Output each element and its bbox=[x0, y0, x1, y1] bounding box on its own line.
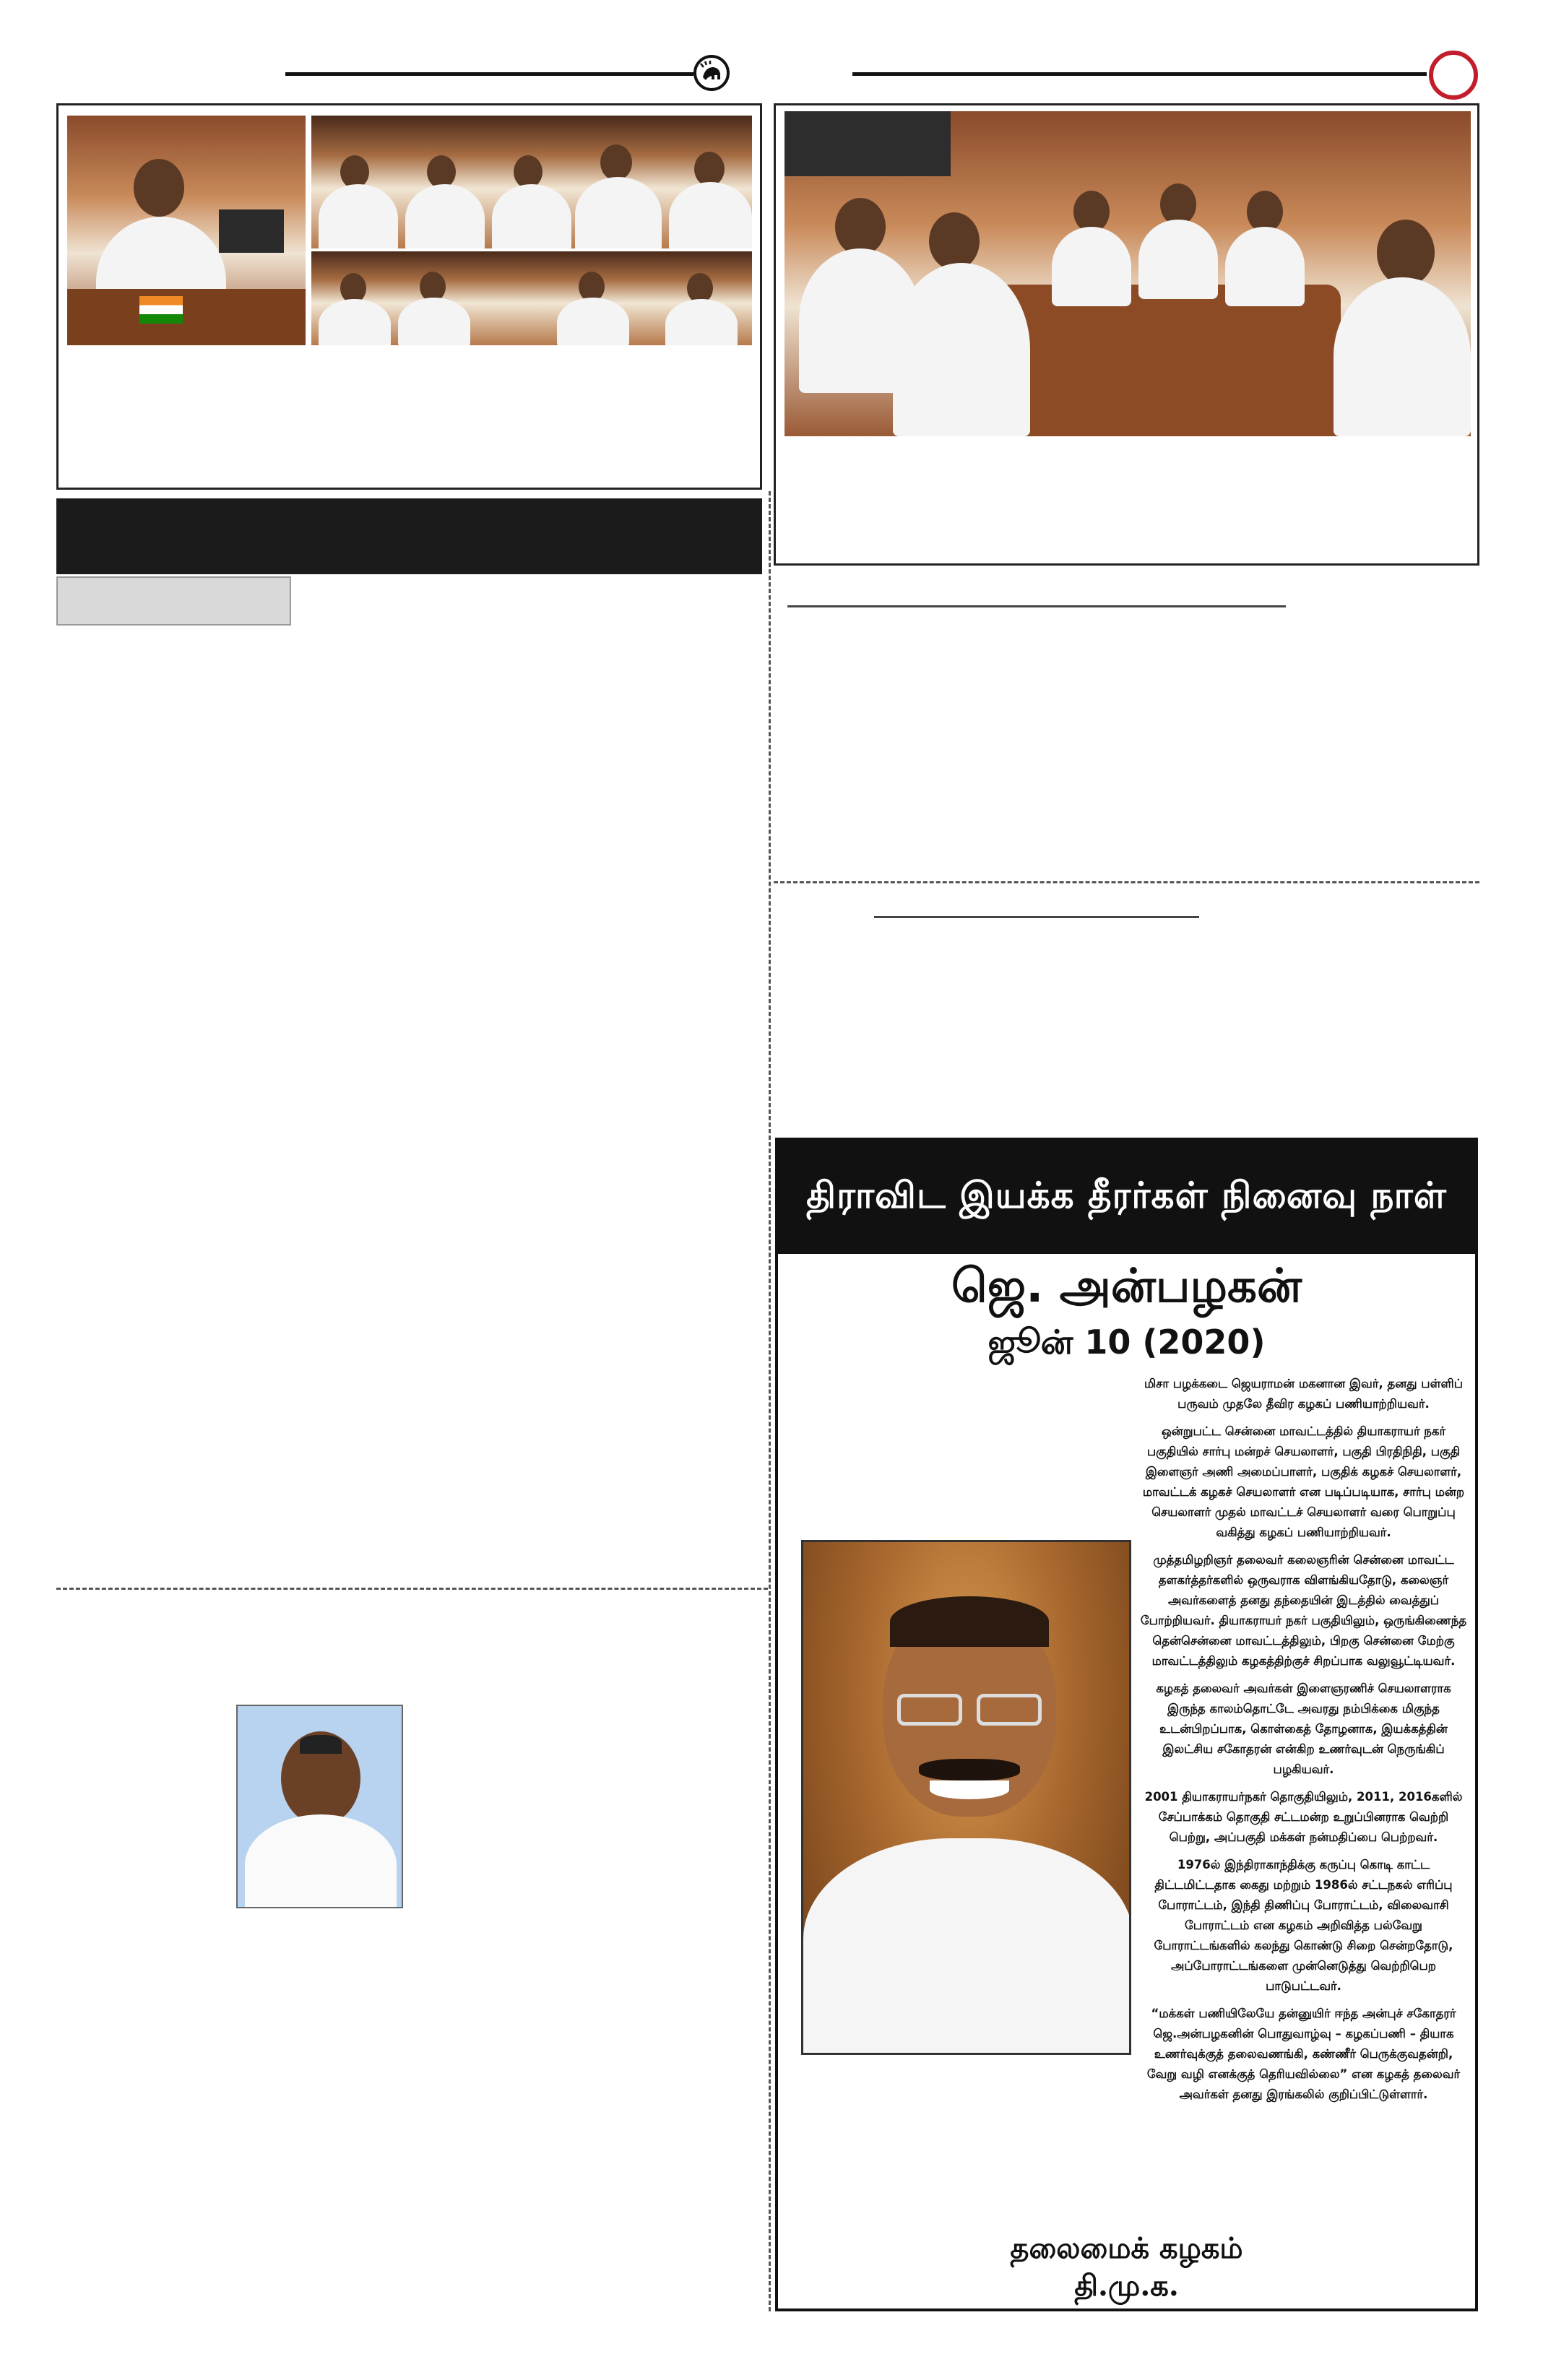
photo-chief-minister-at-desk bbox=[67, 116, 306, 345]
memorial-heading: திராவிட இயக்க தீரர்கள் நினைவு நாள் bbox=[778, 1141, 1475, 1254]
memorial-paragraph: மிசா பழக்கடை ஜெயராமன் மகனான இவர், தனது பள்ளிப் பருவம் முதலே தீவிர கழகப் பணியாற்றியவர். bbox=[1144, 1377, 1463, 1411]
memorial-date: ஜூன் 10 (2020) bbox=[987, 1323, 1266, 1362]
memorial-name: ஜெ. அன்பழகன் bbox=[951, 1260, 1302, 1313]
subhead-rule-right-2 bbox=[874, 916, 1199, 918]
memorial-notice bbox=[775, 1138, 1478, 2311]
photo-officials-meeting-top bbox=[311, 116, 752, 248]
headline-banner-left bbox=[56, 498, 762, 574]
portrait-anbazhagan bbox=[801, 1540, 1131, 2055]
section-tab-left bbox=[56, 576, 291, 626]
article-divider-left bbox=[56, 1588, 768, 1590]
memorial-body bbox=[1139, 1374, 1468, 2112]
photo-frame-right bbox=[774, 103, 1479, 566]
memorial-paragraph: 1976ல் இந்திராகாந்திக்கு கருப்பு கொடி காட்ட திட்டமிட்டதாக கைது மற்றும் 1986ல் சட்டநகல் எரிப்பு போராட்டம், இந்தி திணிப்பு போராட்டம், விலைவாசி போராட்டம் என கழகம் அறிவித்த பல்வேறு போராட்டங்களில் கலந்து கொண்டு சிறை சென்றதோடு, அப்போராட்டங்களை முன்னெடுத்து வெற்றிபெற பாடுபட்டவர். bbox=[1154, 1858, 1453, 1993]
red-circle-emblem-icon bbox=[1429, 51, 1478, 100]
photo-review-meeting bbox=[785, 111, 1471, 436]
memorial-paragraph: 2001 தியாகராயர்நகர் தொகுதியிலும், 2011, 2016களில் சேப்பாக்கம் தொகுதி சட்டமன்ற உறுப்பினராக வெற்றி பெற்று, அப்பகுதி மக்கள் நன்மதிப்பை பெற்றவர். bbox=[1144, 1790, 1463, 1844]
memorial-paragraph: கழகத் தலைவர் அவர்கள் இளைஞரணிச் செயலாளராக இருந்த காலம்தொட்டே அவரது நம்பிக்கை மிகுந்த உடன்பிறப்பாக, கொள்கைத் தோழனாக, இயக்கத்தின் இலட்சிய சகோதரன் என்கிற உணர்வுடன் நெருங்கிப் பழகியவர். bbox=[1156, 1682, 1451, 1776]
memorial-paragraph: ஒன்றுபட்ட சென்னை மாவட்டத்தில் தியாகராயர் நகர் பகுதியில் சார்பு மன்றச் செயலாளர், பகுதி பிரதிநிதி, பகுதி இளைஞர் அணி அமைப்பாளர், பகுதிக் கழகச் செயலாளர், மாவட்டக் கழகச் செயலாளர் என படிப்படியாக, சார்பு மன்ற செயலாளர் முதல் மாவட்டச் செயலாளர் வரை பொறுப்பு வகித்து கழகப் பணியாற்றியவர். bbox=[1142, 1424, 1465, 1539]
memorial-paragraph: “மக்கள் பணியிலேயே தன்னுயிர் ஈந்த அன்புச் சகோதரர் ஜெ.அன்பழகனின் பொதுவாழ்வு – கழகப்பணி – தியாக உணர்வுக்குத் தலைவணங்கி, கண்ணீர் பெருக்குவதன்றி, வேறு வழி எனக்குத் தெரியவில்லை” என கழகத் தலைவர் அவர்கள் தனது இரங்கலில் குறிப்பிட்டுள்ளார். bbox=[1146, 2007, 1461, 2101]
photo-officials-meeting-bottom bbox=[311, 251, 752, 345]
column-divider bbox=[769, 491, 771, 2311]
memorial-sign-line2: தி.மு.க. bbox=[1074, 2269, 1179, 2303]
portrait-small-left bbox=[236, 1705, 403, 1908]
subhead-rule-right-1 bbox=[787, 605, 1286, 607]
memorial-sign-line1: தலைமைக் கழகம் bbox=[1010, 2231, 1243, 2265]
rising-sun-elephant-emblem-icon bbox=[693, 55, 730, 91]
header-rule-left bbox=[285, 72, 693, 76]
photo-frame-left bbox=[56, 103, 762, 490]
memorial-paragraph: முத்தமிழறிஞர் தலைவர் கலைஞரின் சென்னை மாவட்ட தளகர்த்தர்களில் ஒருவராக விளங்கியதோடு, கலைஞர் அவர்களைத் தனது தந்தையின் இடத்தில் வைத்துப் போற்றியவர். தியாகராயர் நகர் பகுதியிலும், ஒருங்கிணைந்த தென்சென்னை மாவட்டத்திலும், பிறகு சென்னை மேற்கு மாவட்டத்திலும் கழகத்திற்குச் சிறப்பாக வலுவூட்டியவர். bbox=[1140, 1553, 1467, 1668]
article-divider-right-1 bbox=[774, 881, 1479, 883]
header-rule-right bbox=[852, 72, 1427, 76]
